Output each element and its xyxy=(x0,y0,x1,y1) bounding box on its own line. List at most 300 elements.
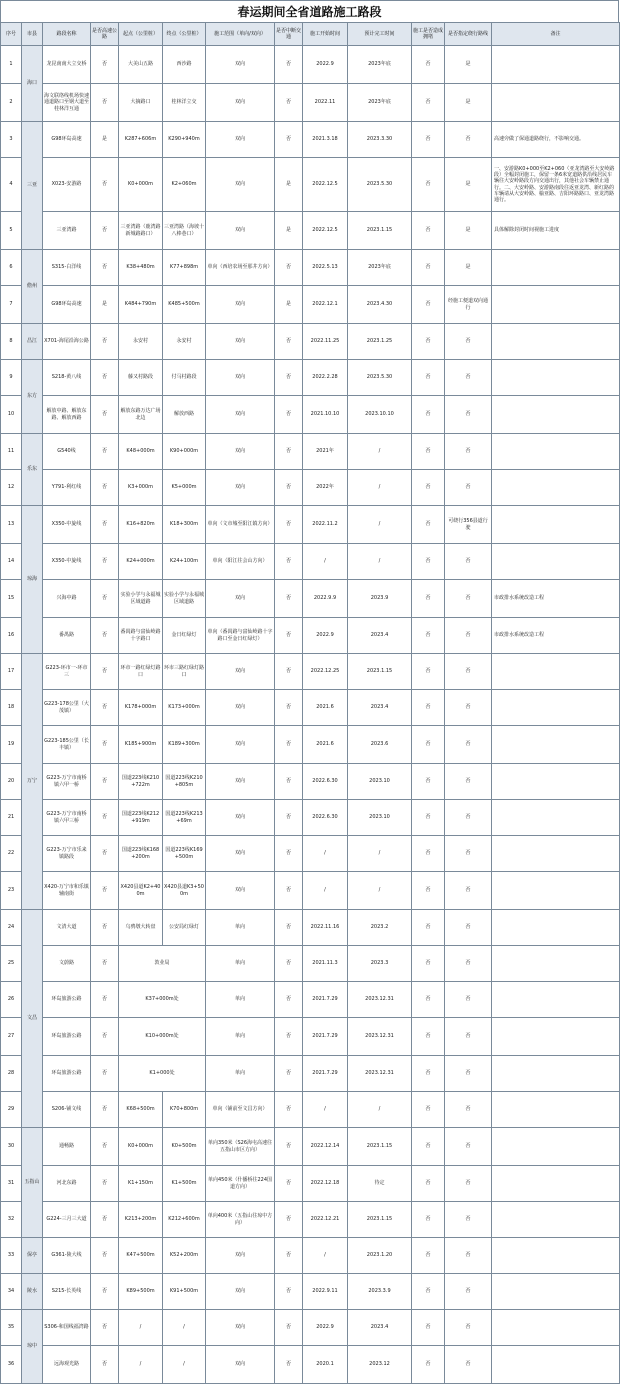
scope: 双向 xyxy=(206,1238,275,1274)
detour-route: 否 xyxy=(445,1056,492,1092)
start-point: 大摘路口 xyxy=(119,84,163,122)
scope: 双向 xyxy=(206,324,275,360)
city-cell: 儋州 xyxy=(22,250,43,324)
table-body xyxy=(1,46,620,1384)
causes-congestion: 否 xyxy=(412,836,445,872)
table-row xyxy=(1,726,620,764)
start-point: / xyxy=(119,1310,163,1346)
start-time: 2021.6 xyxy=(303,690,348,726)
start-time: / xyxy=(303,1092,348,1128)
is-highway: 否 xyxy=(91,1018,119,1056)
table-row xyxy=(1,1238,620,1274)
road-name: 环岛旅游公路 xyxy=(43,982,91,1018)
interrupt-traffic: 否 xyxy=(275,1202,303,1238)
interrupt-traffic: 否 xyxy=(275,800,303,836)
end-point: 国道223线K169+500m xyxy=(163,836,206,872)
is-highway: 否 xyxy=(91,84,119,122)
detour-route: 否 xyxy=(445,434,492,470)
is-highway: 否 xyxy=(91,434,119,470)
start-time: 2022.12.5 xyxy=(303,158,348,212)
start-time: 2022.2.28 xyxy=(303,360,348,396)
road-name: X420-万宁市和乐镇辅南街 xyxy=(43,872,91,910)
scope: 双向 xyxy=(206,1346,275,1384)
remarks xyxy=(492,1238,620,1274)
road-name: 环岛旅游公路 xyxy=(43,1056,91,1092)
scope: 单向 xyxy=(206,910,275,946)
detour-route: 否 xyxy=(445,1274,492,1310)
finish-time: 2023.10 xyxy=(348,764,412,800)
scope: 双向 xyxy=(206,800,275,836)
table-row xyxy=(1,46,620,84)
row-number: 21 xyxy=(1,800,22,836)
finish-time: 待定 xyxy=(348,1166,412,1202)
start-time: 2022.12.21 xyxy=(303,1202,348,1238)
table-row xyxy=(1,212,620,250)
is-highway: 否 xyxy=(91,396,119,434)
start-time: 2021.10.10 xyxy=(303,396,348,434)
scope: 双向 xyxy=(206,1310,275,1346)
scope: 双向 xyxy=(206,396,275,434)
city-cell: 海口 xyxy=(22,46,43,122)
road-name: G223-万宁市南桥镇六甲三桥 xyxy=(43,800,91,836)
road-name: G224-三月三大道 xyxy=(43,1202,91,1238)
row-number: 30 xyxy=(1,1128,22,1166)
interrupt-traffic: 否 xyxy=(275,946,303,982)
row-number: 16 xyxy=(1,618,22,654)
city-cell: 陵水 xyxy=(22,1274,43,1310)
scope: 双向 xyxy=(206,690,275,726)
end-point: K91+500m xyxy=(163,1274,206,1310)
causes-congestion: 否 xyxy=(412,654,445,690)
causes-congestion: 否 xyxy=(412,84,445,122)
interrupt-traffic: 是 xyxy=(275,158,303,212)
causes-congestion: 否 xyxy=(412,910,445,946)
table-row xyxy=(1,1092,620,1128)
scope: 双向 xyxy=(206,654,275,690)
finish-time: / xyxy=(348,544,412,580)
column-header: 终点（公里桩） xyxy=(163,23,206,46)
row-number: 35 xyxy=(1,1310,22,1346)
finish-time: 2023.1.15 xyxy=(348,1202,412,1238)
scope: 双向 xyxy=(206,46,275,84)
finish-time: 2023.6 xyxy=(348,726,412,764)
start-point: K48+000m xyxy=(119,434,163,470)
is-highway: 否 xyxy=(91,324,119,360)
page-title: 春运期间全省道路施工路段 xyxy=(0,0,619,22)
remarks xyxy=(492,360,620,396)
remarks xyxy=(492,396,620,434)
row-number: 28 xyxy=(1,1056,22,1092)
row-number: 18 xyxy=(1,690,22,726)
table-row xyxy=(1,618,620,654)
interrupt-traffic: 是 xyxy=(275,286,303,324)
end-point: K485+500m xyxy=(163,286,206,324)
causes-congestion: 否 xyxy=(412,982,445,1018)
detour-route: 是 xyxy=(445,212,492,250)
causes-congestion: 否 xyxy=(412,158,445,212)
detour-route: 否 xyxy=(445,580,492,618)
remarks xyxy=(492,544,620,580)
finish-time: 2023.3.30 xyxy=(348,122,412,158)
is-highway: 否 xyxy=(91,1310,119,1346)
remarks xyxy=(492,726,620,764)
table-row xyxy=(1,654,620,690)
end-point: K0+500m xyxy=(163,1128,206,1166)
start-time: 2022.9.9 xyxy=(303,580,348,618)
table-row xyxy=(1,836,620,872)
causes-congestion: 否 xyxy=(412,46,445,84)
end-point: 解放西路 xyxy=(163,396,206,434)
row-number: 8 xyxy=(1,324,22,360)
road-name: G223-环市一-环市三 xyxy=(43,654,91,690)
road-name: Y791-利红线 xyxy=(43,470,91,506)
row-number: 31 xyxy=(1,1166,22,1202)
city-cell: 万宁 xyxy=(22,654,43,910)
row-number: 10 xyxy=(1,396,22,434)
start-point: 藤又村路段 xyxy=(119,360,163,396)
causes-congestion: 否 xyxy=(412,360,445,396)
road-name: X023-安游路 xyxy=(43,158,91,212)
detour-route: 否 xyxy=(445,1346,492,1384)
table-row xyxy=(1,946,620,982)
interrupt-traffic: 否 xyxy=(275,360,303,396)
table-header-row xyxy=(1,23,620,46)
end-point: K18+300m xyxy=(163,506,206,544)
finish-time: 2023.4 xyxy=(348,690,412,726)
detour-route: 可绕行356县道行驶 xyxy=(445,506,492,544)
road-name: G223-万宁市南桥镇六甲一桥 xyxy=(43,764,91,800)
is-highway: 否 xyxy=(91,726,119,764)
causes-congestion: 否 xyxy=(412,1310,445,1346)
scope: 单向（阳江往会山方向） xyxy=(206,544,275,580)
causes-congestion: 否 xyxy=(412,506,445,544)
is-highway: 否 xyxy=(91,764,119,800)
start-time: 2021.7.29 xyxy=(303,982,348,1018)
start-end-merged: K10+000m处 xyxy=(119,1018,206,1056)
end-point: 付马村路段 xyxy=(163,360,206,396)
interrupt-traffic: 否 xyxy=(275,872,303,910)
detour-route: 否 xyxy=(445,946,492,982)
finish-time: 2023.12 xyxy=(348,1346,412,1384)
row-number: 17 xyxy=(1,654,22,690)
scope: 单向400米（五指山往琼中方向） xyxy=(206,1202,275,1238)
city-cell: 乐东 xyxy=(22,434,43,506)
scope: 双向 xyxy=(206,122,275,158)
scope: 双向 xyxy=(206,1274,275,1310)
column-header: 预计完工时间 xyxy=(348,23,412,46)
road-name: G223-万宁市乐来镇路段 xyxy=(43,836,91,872)
row-number: 9 xyxy=(1,360,22,396)
start-point: K89+500m xyxy=(119,1274,163,1310)
is-highway: 否 xyxy=(91,1202,119,1238)
row-number: 11 xyxy=(1,434,22,470)
remarks xyxy=(492,910,620,946)
finish-time: 2023.2 xyxy=(348,910,412,946)
start-point: K3+000m xyxy=(119,470,163,506)
start-point: / xyxy=(119,1346,163,1384)
interrupt-traffic: 否 xyxy=(275,1274,303,1310)
scope: 双向 xyxy=(206,580,275,618)
interrupt-traffic: 否 xyxy=(275,506,303,544)
remarks xyxy=(492,1202,620,1238)
finish-time: / xyxy=(348,1092,412,1128)
end-point: 三亚湾路（海坡十八棒巷口） xyxy=(163,212,206,250)
scope: 双向 xyxy=(206,360,275,396)
start-time: 2020.1 xyxy=(303,1346,348,1384)
remarks xyxy=(492,800,620,836)
causes-congestion: 否 xyxy=(412,580,445,618)
table-row xyxy=(1,1166,620,1202)
remarks xyxy=(492,690,620,726)
row-number: 13 xyxy=(1,506,22,544)
interrupt-traffic: 否 xyxy=(275,726,303,764)
interrupt-traffic: 否 xyxy=(275,324,303,360)
detour-route: 否 xyxy=(445,360,492,396)
remarks: 具体解除封闭时间视施工进度 xyxy=(492,212,620,250)
interrupt-traffic: 否 xyxy=(275,1346,303,1384)
causes-congestion: 否 xyxy=(412,1018,445,1056)
table-row xyxy=(1,982,620,1018)
city-cell: 琼海 xyxy=(22,506,43,654)
is-highway: 否 xyxy=(91,618,119,654)
detour-route: 经施工便道双向通行 xyxy=(445,286,492,324)
road-name: X701-海尾沿海公路 xyxy=(43,324,91,360)
detour-route: 是 xyxy=(445,250,492,286)
row-number: 25 xyxy=(1,946,22,982)
end-point: K173+000m xyxy=(163,690,206,726)
road-name: 通畅路 xyxy=(43,1128,91,1166)
causes-congestion: 否 xyxy=(412,1274,445,1310)
causes-congestion: 否 xyxy=(412,690,445,726)
end-point: K2+060m xyxy=(163,158,206,212)
road-name: X350-中旋线 xyxy=(43,506,91,544)
table-row xyxy=(1,690,620,726)
scope: 单向 xyxy=(206,982,275,1018)
interrupt-traffic: 否 xyxy=(275,122,303,158)
start-time: 2022年 xyxy=(303,470,348,506)
end-point: 环市三路红绿灯路口 xyxy=(163,654,206,690)
interrupt-traffic: 否 xyxy=(275,396,303,434)
start-time: 2022.12.14 xyxy=(303,1128,348,1166)
is-highway: 否 xyxy=(91,158,119,212)
scope: 单向（西培农场至那井方向） xyxy=(206,250,275,286)
table-row xyxy=(1,910,620,946)
start-time: 2022.11.25 xyxy=(303,324,348,360)
end-point: 实验小学与永福城区域道路 xyxy=(163,580,206,618)
start-time: 2022.9.11 xyxy=(303,1274,348,1310)
city-cell: 文昌 xyxy=(22,910,43,1128)
row-number: 2 xyxy=(1,84,22,122)
remarks xyxy=(492,1092,620,1128)
start-point: K0+000m xyxy=(119,158,163,212)
start-point: K0+000m xyxy=(119,1128,163,1166)
remarks xyxy=(492,764,620,800)
start-time: 2021.6 xyxy=(303,726,348,764)
is-highway: 否 xyxy=(91,872,119,910)
end-point: / xyxy=(163,1346,206,1384)
detour-route: 否 xyxy=(445,910,492,946)
detour-route: 否 xyxy=(445,1238,492,1274)
start-time: 2021年 xyxy=(303,434,348,470)
row-number: 34 xyxy=(1,1274,22,1310)
finish-time: 2023.4 xyxy=(348,618,412,654)
detour-route: 否 xyxy=(445,1310,492,1346)
finish-time: 2023.5.30 xyxy=(348,158,412,212)
table-row xyxy=(1,324,620,360)
end-point: X420县道K3+500m xyxy=(163,872,206,910)
road-name: S306-和国线福湾路 xyxy=(43,1310,91,1346)
is-highway: 是 xyxy=(91,286,119,324)
scope: 双向 xyxy=(206,836,275,872)
end-point: K70+800m xyxy=(163,1092,206,1128)
start-point: 国道223线K210+722m xyxy=(119,764,163,800)
start-time: 2021.11.3 xyxy=(303,946,348,982)
interrupt-traffic: 否 xyxy=(275,654,303,690)
start-point: 环市一路红绿灯路口 xyxy=(119,654,163,690)
start-time: / xyxy=(303,872,348,910)
is-highway: 是 xyxy=(91,122,119,158)
scope: 单向 xyxy=(206,946,275,982)
road-name: S215-长英线 xyxy=(43,1274,91,1310)
scope: 单向（铺前至文昌方向） xyxy=(206,1092,275,1128)
road-name: S218-黄八线 xyxy=(43,360,91,396)
finish-time: / xyxy=(348,836,412,872)
causes-congestion: 否 xyxy=(412,470,445,506)
causes-congestion: 否 xyxy=(412,946,445,982)
start-point: X420县道K2+400m xyxy=(119,872,163,910)
start-point: K24+000m xyxy=(119,544,163,580)
detour-route: 是 xyxy=(445,46,492,84)
road-name: G540线 xyxy=(43,434,91,470)
row-number: 26 xyxy=(1,982,22,1018)
city-cell: 琼中 xyxy=(22,1310,43,1384)
is-highway: 否 xyxy=(91,690,119,726)
row-number: 23 xyxy=(1,872,22,910)
end-point: / xyxy=(163,1310,206,1346)
end-point: K290+940m xyxy=(163,122,206,158)
detour-route: 否 xyxy=(445,1018,492,1056)
start-time: 2021.7.29 xyxy=(303,1056,348,1092)
start-end-merged: K1+000处 xyxy=(119,1056,206,1092)
interrupt-traffic: 否 xyxy=(275,764,303,800)
detour-route: 否 xyxy=(445,122,492,158)
column-header: 备注 xyxy=(492,23,620,46)
finish-time: 2023.3.9 xyxy=(348,1274,412,1310)
interrupt-traffic: 否 xyxy=(275,1056,303,1092)
causes-congestion: 否 xyxy=(412,544,445,580)
start-point: 解放东路万达广场北边 xyxy=(119,396,163,434)
column-header: 市县 xyxy=(22,23,43,46)
end-point: 国道223线K213+69m xyxy=(163,800,206,836)
table-row xyxy=(1,158,620,212)
is-highway: 否 xyxy=(91,800,119,836)
causes-congestion: 否 xyxy=(412,1202,445,1238)
column-header: 施工范围（单向/双向） xyxy=(206,23,275,46)
road-name: S206-铺文线 xyxy=(43,1092,91,1128)
end-point: 金日红绿灯 xyxy=(163,618,206,654)
is-highway: 否 xyxy=(91,946,119,982)
is-highway: 否 xyxy=(91,982,119,1018)
finish-time: 2023.3 xyxy=(348,946,412,982)
table-row xyxy=(1,1346,620,1384)
interrupt-traffic: 否 xyxy=(275,1310,303,1346)
end-point: K24+100m xyxy=(163,544,206,580)
start-point: K287+606m xyxy=(119,122,163,158)
finish-time: 2023.12.31 xyxy=(348,1056,412,1092)
row-number: 12 xyxy=(1,470,22,506)
remarks xyxy=(492,46,620,84)
detour-route: 是 xyxy=(445,84,492,122)
start-time: 2022.12.25 xyxy=(303,654,348,690)
remarks xyxy=(492,946,620,982)
interrupt-traffic: 否 xyxy=(275,1018,303,1056)
detour-route: 否 xyxy=(445,872,492,910)
remarks xyxy=(492,836,620,872)
scope: 单向 xyxy=(206,1056,275,1092)
is-highway: 否 xyxy=(91,910,119,946)
end-point: K212+600m xyxy=(163,1202,206,1238)
end-point: K1+500m xyxy=(163,1166,206,1202)
causes-congestion: 否 xyxy=(412,1238,445,1274)
start-point: 实验小学与永福城区域道路 xyxy=(119,580,163,618)
is-highway: 否 xyxy=(91,1092,119,1128)
causes-congestion: 否 xyxy=(412,1346,445,1384)
remarks xyxy=(492,286,620,324)
finish-time: 2023.10 xyxy=(348,800,412,836)
start-end-merged: K37+000m处 xyxy=(119,982,206,1018)
row-number: 19 xyxy=(1,726,22,764)
start-point: K185+900m xyxy=(119,726,163,764)
is-highway: 否 xyxy=(91,1166,119,1202)
causes-congestion: 否 xyxy=(412,396,445,434)
scope: 单向450米（什播桥往224国道方向） xyxy=(206,1166,275,1202)
road-name: 三亚湾路 xyxy=(43,212,91,250)
start-point: 永安村 xyxy=(119,324,163,360)
remarks xyxy=(492,1346,620,1384)
start-point: 国道223线K168+200m xyxy=(119,836,163,872)
row-number: 7 xyxy=(1,286,22,324)
interrupt-traffic: 否 xyxy=(275,982,303,1018)
causes-congestion: 否 xyxy=(412,800,445,836)
column-header: 序号 xyxy=(1,23,22,46)
row-number: 33 xyxy=(1,1238,22,1274)
table-row xyxy=(1,872,620,910)
start-time: 2022.9 xyxy=(303,618,348,654)
finish-time: 2023年底 xyxy=(348,46,412,84)
finish-time: / xyxy=(348,872,412,910)
remarks: 一、安游路K0+000至K2+060（亚龙湾路至大安岭路段）全幅封闭施工，保留一条6米宽道路供沿线居民车辆往大安岭路段方向交通出行，其他社会车辆禁止通行。二、大安岭路、安游路南段往返亚龙湾、新红路的车辆请从大安岭路、榆亚路、吉阳环路路口、亚龙湾路通行。 xyxy=(492,158,620,212)
finish-time: 2023.1.15 xyxy=(348,654,412,690)
end-point: 公安局红绿灯 xyxy=(163,910,206,946)
scope: 双向 xyxy=(206,470,275,506)
road-name: G223-185公里（长丰镇） xyxy=(43,726,91,764)
detour-route: 否 xyxy=(445,1202,492,1238)
city-cell: 东方 xyxy=(22,360,43,434)
table-row xyxy=(1,800,620,836)
row-number: 20 xyxy=(1,764,22,800)
finish-time: 2023.5.30 xyxy=(348,360,412,396)
remarks: 市政排水系统改造工程 xyxy=(492,618,620,654)
remarks xyxy=(492,982,620,1018)
table-row xyxy=(1,1128,620,1166)
finish-time: 2023.10.10 xyxy=(348,396,412,434)
detour-route: 否 xyxy=(445,800,492,836)
row-number: 5 xyxy=(1,212,22,250)
start-point: K68+500m xyxy=(119,1092,163,1128)
table-row xyxy=(1,580,620,618)
column-header: 是否中断交通 xyxy=(275,23,303,46)
table-row xyxy=(1,360,620,396)
